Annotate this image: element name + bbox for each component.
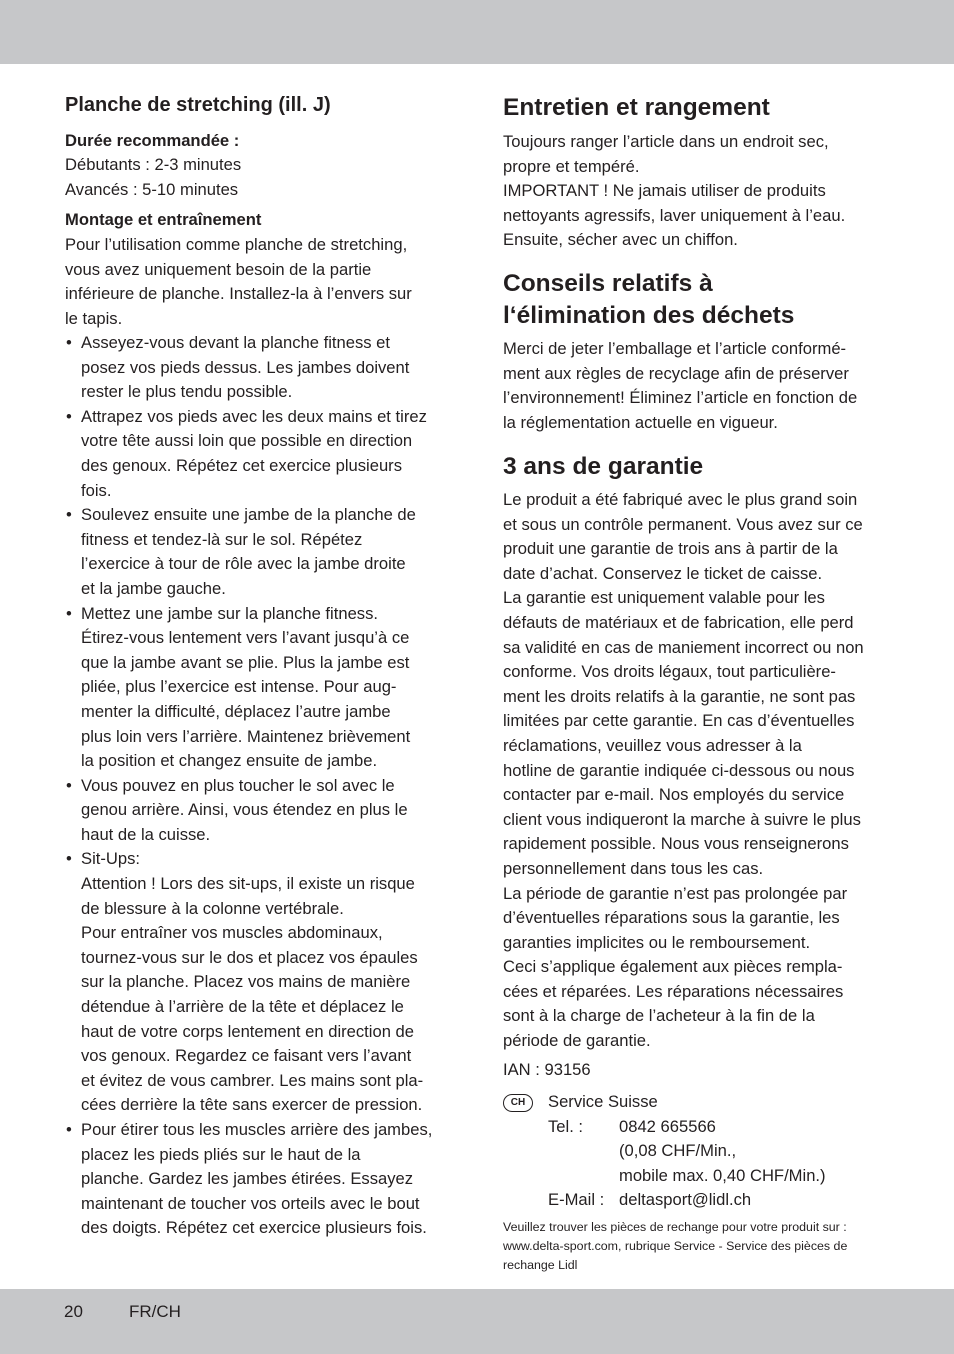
disposal-title: Conseils relatifs à l‘élimination des déchets [503, 270, 795, 329]
duration-heading: Durée recommandée : [65, 131, 240, 150]
duration-text: Débutants : 2-3 minutes Avancés : 5-10 minutes [65, 155, 242, 199]
top-header-bar [0, 0, 954, 64]
service-rate-mobile: mobile max. 0,40 CHF/Min.) [619, 1165, 826, 1185]
ian-number: IAN : 93156 [503, 1060, 591, 1079]
switzerland-badge-icon: CH [503, 1094, 533, 1112]
assembly-heading: Montage et entraînement [65, 210, 262, 229]
warranty-text: Le produit a été fabriqué avec le plus grand soin et sous un contrôle permanent. Vous avez sur ce produit une garantie de trois ans à partir de la date d’achat. Conservez le ticket de caisse. La garantie est uniquement valable pour les défauts de matériaux et de fabrication, elle perd sa validité en cas de maniement incorrect ou non conforme. Vos droits légaux, tout particulière- ment les droits relatifs à la garantie, ne sont pas limitées par cette garantie. En cas d’éventuelles réclamations, veuillez vous adresser à la hotline de garantie indiquée ci-dessous ou nous contacter par e-mail. Nos employés du service client vous indiqueront la marche à suivre le plus rapidement possible. Nous vous renseignerons personnellement dans tous les cas. La période de garantie n’est pas prolongée par d’éventuelles réparations sous la garantie, les garanties implicites ou le remboursement. Ceci s’applique également aux pièces rempla- cées et réparées. Les réparations nécessaires sont à la charge de l’acheteur à la fin de la période de garantie. [503, 490, 864, 1051]
care-text: Toujours ranger l’article dans un endroit sec, propre et tempéré. IMPORTANT ! Ne jamais utiliser de produits nettoyants agressifs, laver uniquement à l’eau. Ensuite, sécher avec un chiffon. [503, 132, 846, 250]
stretching-title: Planche de stretching (ill. J) [65, 94, 331, 116]
list-item: • Sit-Ups: Attention ! Lors des sit-ups, il existe un risque de blessure à la colonne vertébrale. Pour entraîner vos muscles abdominaux, tournez-vous sur le dos et placez vos épaules sur la planche. Placez vos mains de manière détendue à l’arrière de la tête et déplacez le haut de votre corps lentement en direction de vos genoux. Regardez ce faisant vers l’avant et évitez de vous cambrer. Les mains sont pla- cées derrière la tête sans exercer de pression. [65, 847, 457, 1118]
service-contact [548, 1090, 826, 1213]
list-item: • Attrapez vos pieds avec les deux mains et tirez votre tête aussi loin que possible en direction des genoux. Répétez cet exercice plusieurs fois. [65, 405, 457, 503]
warranty-title: 3 ans de garantie [503, 453, 704, 480]
service-name: Service Suisse [548, 1092, 658, 1111]
list-item: • Pour étirer tous les muscles arrière des jambes, placez les pieds pliés sur le haut de la planche. Gardez les jambes étirées. Essayez maintenant de toucher vos orteils avec le bout des doigts. Répétez cet exercice plusieurs fois. [65, 1118, 457, 1241]
list-item: • Vous pouvez en plus toucher le sol avec le genou arrière. Ainsi, vous étendez en plus le haut de la cuisse. [65, 774, 457, 848]
list-item: • Asseyez-vous devant la planche fitness et posez vos pieds dessus. Les jambes doivent rester le plus tendu possible. [65, 331, 457, 405]
spare-parts-note: Veuillez trouver les pièces de rechange pour votre produit sur : www.delta-sport.com, rubrique Service - Service des pièces de rechange Lidl [503, 1220, 848, 1273]
service-tel: Tel. : 0842 665566 [548, 1116, 716, 1136]
care-title: Entretien et rangement [503, 94, 770, 121]
list-item: • Mettez une jambe sur la planche fitness. Étirez-vous lentement vers l’avant jusqu’à ce que la jambe avant se plie. Plus la jambe est pliée, plus l’exercice est intense. Pour aug- menter la difficulté, déplacez l’autre jambe plus loin vers l’arrière. Maintenez brièvement la position et changez ensuite de jambe. [65, 602, 457, 774]
exercise-list [65, 331, 457, 1241]
service-rate: (0,08 CHF/Min., [619, 1141, 737, 1161]
page-number: 20 [64, 1302, 83, 1321]
language-code: FR/CH [129, 1302, 181, 1321]
list-item: • Soulevez ensuite une jambe de la planche de fitness et tendez-là sur le sol. Répétez l’exercice à tour de rôle avec la jambe droite et la jambe gauche. [65, 503, 457, 601]
disposal-text: Merci de jeter l’emballage et l’article conformé- ment aux règles de recyclage afin de préserver l’environnement! Éliminez l’article en fonction de la réglementation actuelle en vigueur. [503, 339, 858, 432]
service-email: E-Mail : deltasport@lidl.ch [548, 1190, 752, 1210]
assembly-intro: Pour l’utilisation comme planche de stretching, vous avez uniquement besoin de la partie inférieure de planche. Installez-la à l’envers sur le tapis. [65, 235, 412, 328]
